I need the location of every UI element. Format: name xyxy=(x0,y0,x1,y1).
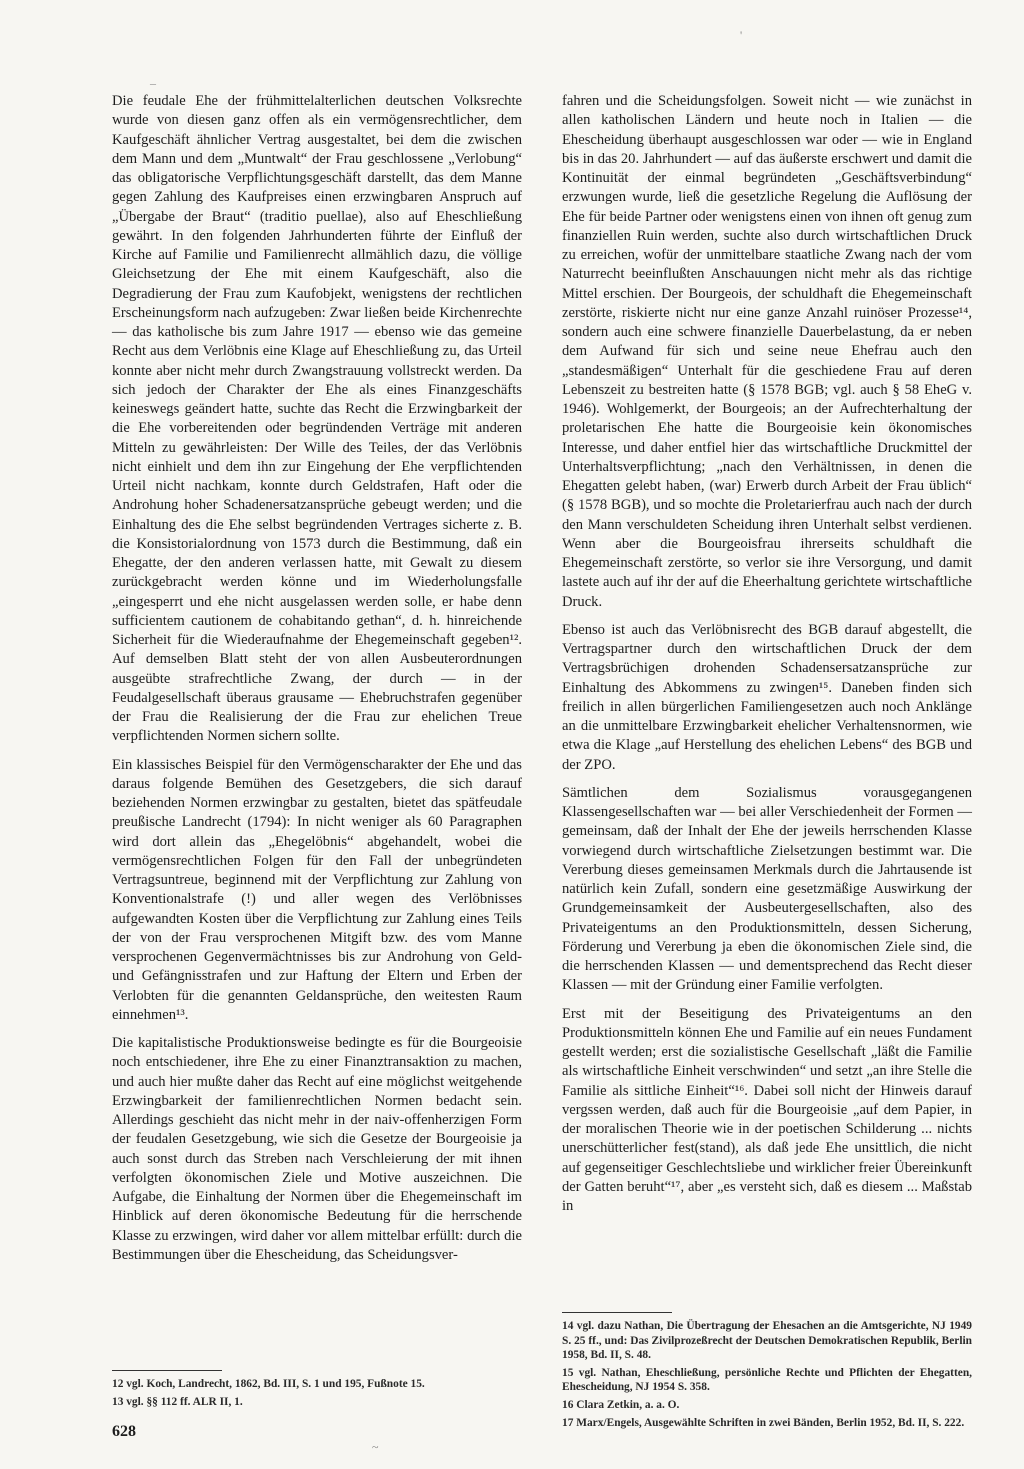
scan-mark: – xyxy=(150,76,156,90)
body-paragraph: Die kapitalistische Produktionsweise bedingte es für die Bourgeoisie noch entschiedener, ihre Ehe zu einer Finanztransaktion zu machen, und auch hier mußte daher das Recht auf eine möglichst weitgehende Erzwingbarkeit der familienrechtlichen Normen bedacht sein. Allerdings geschieht das nicht mehr in der naiv-offenherzigen Form der feudalen Gesetzgebung, wie sich die Gesetze der Bourgeoisie ja auch sonst durch das Streben nach Verschleierung der mit ihnen verfolgten ökonomischen Ziele und Motive auszeichnen. Die Aufgabe, die Einhaltung der Normen über die Ehegemeinschaft im Hinblick auf deren ökonomische Bedeutung für die herrschende Klasse zu erzwingen, wird daher vor allem mittelbar erfüllt: durch die Bestimmungen über die Ehescheidung, das Scheidungsver- xyxy=(112,1035,522,1263)
body-paragraph: Ein klassisches Beispiel für den Vermögenscharakter der Ehe und das daraus folgende Bemühen des Gesetzgebers, die sich darauf beziehenden Normen erzwingbar zu gestalten, bietet das spätfeudale preußische Landrecht (1794): In nicht weniger als 60 Paragraphen wird dort allein das „Ehegelöbnis“ abgehandelt, wobei die vermögensrechtlichen Folgen für den Fall der unbegründeten Vertragsuntreue, beginnend mit der Verpflichtung zur Zahlung von Konventionalstrafe (!) und aller wegen des Verlöbnisses aufgewandten Kosten über die Verpflichtung zur Zahlung eines Teils der von der Frau versprochenen Mitgift bzw. des vom Manne versprochenen Gegenvermächtnisses bis zur Androhung von Geld- und Gefängnisstrafen und zur Haftung der Eltern und Erben der Verlobten für die genannten Geldansprüche, den weitesten Raum einnehmen¹³. xyxy=(112,756,522,1023)
scan-mark: ~ xyxy=(372,1440,379,1454)
scan-mark: ' xyxy=(740,28,743,42)
left-column xyxy=(112,92,522,1274)
page-number: 628 xyxy=(112,1423,136,1440)
footnote: 15 vgl. Nathan, Eheschließung, persönliche Rechte und Pflichten der Ehegatten, Ehescheidung, NJ 1954 S. 358. xyxy=(562,1366,972,1394)
footnote-rule xyxy=(112,1370,222,1371)
footnote: 17 Marx/Engels, Ausgewählte Schriften in zwei Bänden, Berlin 1952, Bd. II, S. 222. xyxy=(562,1416,965,1429)
body-paragraph: fahren und die Scheidungsfolgen. Soweit nicht — wie zunächst in allen katholischen Ländern und heute noch in Italien — die Ehescheidung überhaupt ausgeschlossen war oder — wie in England bis in das 20. Jahrhundert — auf das äußerste erschwert und damit die Kontinuität der einmal begründeten „Geschäftsverbindung“ erzwungen wurde, ließ die gesetzliche Regelung die Auflösung der Ehe für beide Partner oder wenigstens einen von ihnen oft genug zum finanziellen Ruin werden, suchte also durch wirtschaftlichen Druck zu erreichen, wofür der unmittelbare staatliche Zwang nach der vom Naturrecht beeinflußten Anschauungen nicht mehr als das richtige Mittel erschien. Der Bourgeois, der schuldhaft die Ehegemeinschaft zerstörte, riskierte nicht nur eine ganze Anzahl ruinöser Prozesse¹⁴, sondern auch eine schwere finanzielle Dauerbelastung, da er neben dem Aufwand für sich und seine neue Ehefrau auch den „standesmäßigen“ Unterhalt für die geschiedene Frau auf deren Lebenszeit zu bestreiten hatte (§ 1578 BGB; vgl. auch § 58 EheG v. 1946). Wohlgemerkt, der Bourgeois; an der Aufrechterhaltung der proletarischen Ehe hatte die Bourgeoisie kein ökonomisches Interesse, und daher entfiel hier das wirtschaftliche Druckmittel der Unterhaltsverpflichtung; „nach den Verhältnissen, in denen die Ehegatten gelebt haben, (war) Erwerb durch Arbeit der Frau üblich“ (§ 1578 BGB), und so mochte die Proletarierfrau auch nach der durch den Mann verschuldeten Scheidung ihren Unterhalt selbst verdienen. Wenn aber die Bourgeoisfrau ihrerseits schuldhaft die Ehegemeinschaft zerstörte, so verlor sie ihre Versorgung, und damit lastete auch auf ihr der auf die Eheerhaltung gerichtete wirtschaftliche Druck. xyxy=(562,93,972,610)
footnotes-left xyxy=(112,1366,522,1412)
body-paragraph: Die feudale Ehe der frühmittelalterlichen deutschen Volksrechte wurde von diesen ganz offen als ein vermögensrechtlicher, dem Kaufgeschäft ähnlicher Vertrag ausgestaltet, bei dem die zwischen dem Mann und dem „Muntwalt“ der Frau geschlossene „Verlobung“ das obligatorische Verpflichtungsgeschäft darstellt, das dem Manne gegen Zahlung des Kaufpreises einen erzwingbaren Anspruch auf „Übergabe der Braut“ (traditio puellae), also auf Eheschließung gewährt. In den folgenden Jahrhunderten führte der Einfluß der Kirche auf Familie und Familienrecht allmählich dazu, die völlige Gleichsetzung der Ehe mit einem Kaufgeschäft, also die Degradierung der Frau zum Kaufobjekt, wenigstens der rechtlichen Erscheinungsform nach aufzugeben: Zwar ließen beide Kirchenrechte — das katholische bis zum Jahre 1917 — ebenso wie das gemeine Recht aus dem Verlöbnis eine Klage auf Eheschließung zu, das Urteil konnte aber nicht mehr durch Zwangstrauung vollstreckt werden. Da sich jedoch der Charakter der Ehe als eines Finanzgeschäfts keineswegs geändert hatte, suchte das Recht die Erzwingbarkeit der die Ehe vorbereitenden oder begründenden Verträge mit anderen Mitteln zu gewährleisten: Der Wille des Teiles, der das Verlöbnis nicht einhielt und dem ihn zur Eingehung der Ehe verpflichtenden Urteil nicht nachkam, konnte durch Geldstrafen, Haft oder die Androhung hoher Schadenersatzansprüche gebeugt werden; und die Einhaltung des die Ehe selbst begründenden Vertrages sicherte z. B. die Konsistorialordnung von 1573 durch die Bestimmung, daß ein Ehegatte, der den anderen verlassen hatte, mit Gewalt zu diesem zurückgebracht werden könne und im Wiederholungsfalle „eingesperrt und ehe nicht ausgelassen werden solle, er habe denn sufficientem cautionem de cohabitando gethan“, d. h. hinreichende Sicherheit für die Wiederaufnahme der Ehegemeinschaft gegeben¹². Auf demselben Blatt steht der von allen Ausbeuterordnungen ausgeübte strafrechtliche Zwang, der durch — in der Feudalgesellschaft überaus grausame — Ehebruchstrafen gegenüber der Frau die Realisierung der die Frau zur ehelichen Treue verpflichtenden Normen sichern sollte. xyxy=(112,93,522,745)
footnote: 12 vgl. Koch, Landrecht, 1862, Bd. III, S. 1 und 195, Fußnote 15. xyxy=(112,1378,425,1390)
footnote: 16 Clara Zetkin, a. a. O. xyxy=(562,1398,680,1411)
footnote: 14 vgl. dazu Nathan, Die Übertragung der Ehesachen an die Amtsgerichte, NJ 1949 S. 25 ff., und: Das Zivilprozeßrecht der Deutschen Demokratischen Republik, Berlin 1958, Bd. II, S. 48. xyxy=(562,1320,972,1362)
footnote-rule xyxy=(562,1312,672,1313)
body-paragraph: Erst mit der Beseitigung des Privateigentums an den Produktionsmitteln können Ehe und Familie auf ein neues Fundament gestellt werden; erst die sozialistische Gesellschaft „läßt die Familie als wirtschaftliche Einheit verschwinden“ und setzt „an ihre Stelle die Familie als sittliche Einheit“¹⁶. Dabei soll nicht der Hinweis darauf vergssen werden, daß auch für die Bourgeoisie „auf dem Papier, in der moralischen Theorie wie in der poetischen Schilderung ... nichts unerschütterlicher fest(stand), als daß jede Ehe unsittlich, die nicht auf gegenseitiger Geschlechtsliebe und wirklicher freier Übereinkunft der Gatten beruht“¹⁷, aber „es versteht sich, daß es diesem ... Maßstab in xyxy=(562,1005,972,1214)
right-column xyxy=(562,92,972,1225)
footnote: 13 vgl. §§ 112 ff. ALR II, 1. xyxy=(112,1395,243,1408)
body-paragraph: Ebenso ist auch das Verlöbnisrecht des BGB darauf abgestellt, die Vertragspartner durch den wirtschaftlichen Druck der dem Vertragsbrüchigen drohenden Schadensersatzansprüche zur Einhaltung des Abkommens zu zwingen¹⁵. Daneben finden sich freilich in allen bürgerlichen Familiengesetzen auch noch Anklänge an die unmittelbare Erzwingbarkeit ehelicher Verhaltensnormen, wie etwa die Klage „auf Herstellung des ehelichen Lebens“ des BGB und der ZPO. xyxy=(562,621,972,773)
body-paragraph: Sämtlichen dem Sozialismus vorausgegangenen Klassengesellschaften war — bei aller Verschiedenheit der Formen — gemeinsam, daß der Inhalt der Ehe der jeweils herrschenden Klasse vorwiegend durch wirtschaftliche Zielsetzungen bestimmt war. Die Vererbung dieses gemeinsamen Merkmals durch die Jahrtausende ist natürlich kein Zufall, sondern eine gesetzmäßige Auswirkung der Grundgemeinsamkeit der Ausbeutergesellschaften, also des Privateigentums an den Produktionsmitteln, dessen Sicherung, Förderung und Vererbung ja eben die ökonomischen Ziele sind, die die herrschenden Klassen — und dementsprechend das Recht dieser Klassen — mit der Gründung einer Familie verfolgten. xyxy=(562,784,972,994)
footnotes-right xyxy=(562,1308,972,1433)
